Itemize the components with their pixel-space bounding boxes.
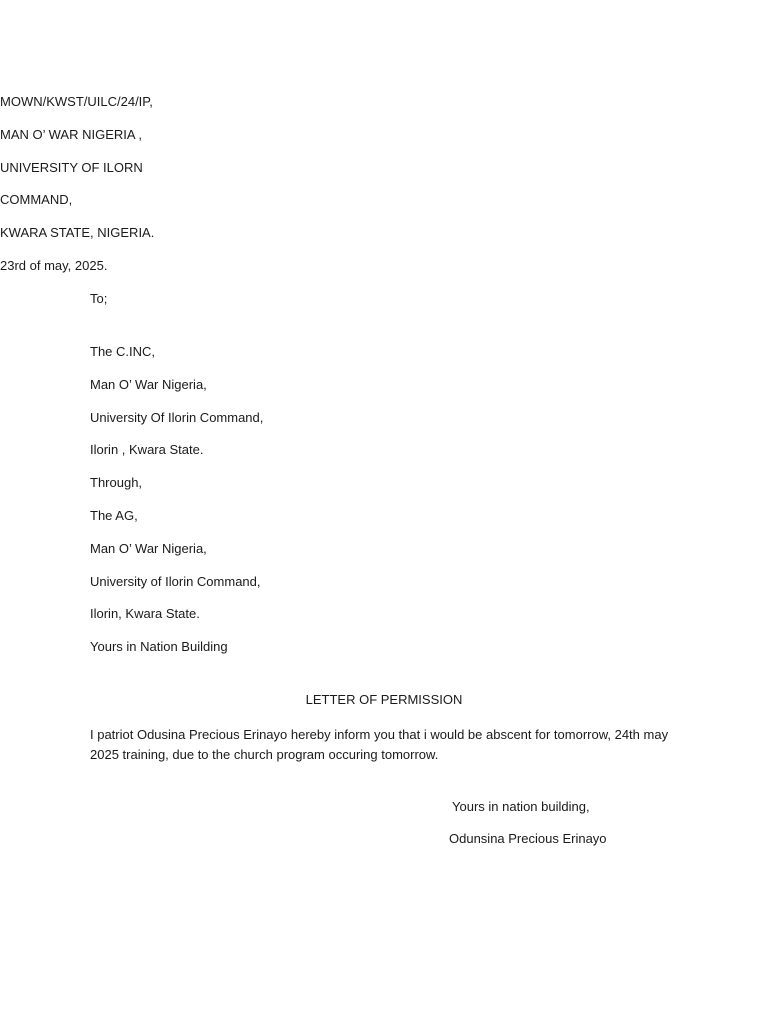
letter-body: I patriot Odusina Precious Erinayo hereby inform you that i would be abscent for tomorrow, 24th may 2025 training, due to the church program occuring tomorrow. [90,727,669,762]
letter-closing: Yours in nation building, [452,799,590,814]
sender-state: KWARA STATE, NIGERIA. [0,225,155,240]
sender-command: COMMAND, [0,192,73,207]
signature-name: Odunsina Precious Erinayo [449,831,607,846]
reference-number: MOWN/KWST/UILC/24/IP, [0,94,153,109]
letter-date: 23rd of may, 2025. [0,258,108,273]
through-label: Through, [90,475,143,490]
recipient-line: University of Ilorin Command, [90,574,261,589]
recipient-line: The AG, [90,508,138,523]
salutation-line: Yours in Nation Building [90,639,228,654]
recipient-line: Ilorin, Kwara State. [90,606,200,621]
sender-university: UNIVERSITY OF ILORN [0,160,143,175]
to-label: To; [90,291,108,306]
recipient-line: Ilorin , Kwara State. [90,442,204,457]
recipient-line: Man O’ War Nigeria, [90,541,207,556]
sender-organization: MAN O’ WAR NIGERIA , [0,127,143,142]
letter-title: LETTER OF PERMISSION [305,692,463,707]
recipient-line: University Of Ilorin Command, [90,410,264,425]
recipient-line: The C.INC, [90,344,156,359]
recipient-line: Man O’ War Nigeria, [90,377,207,392]
